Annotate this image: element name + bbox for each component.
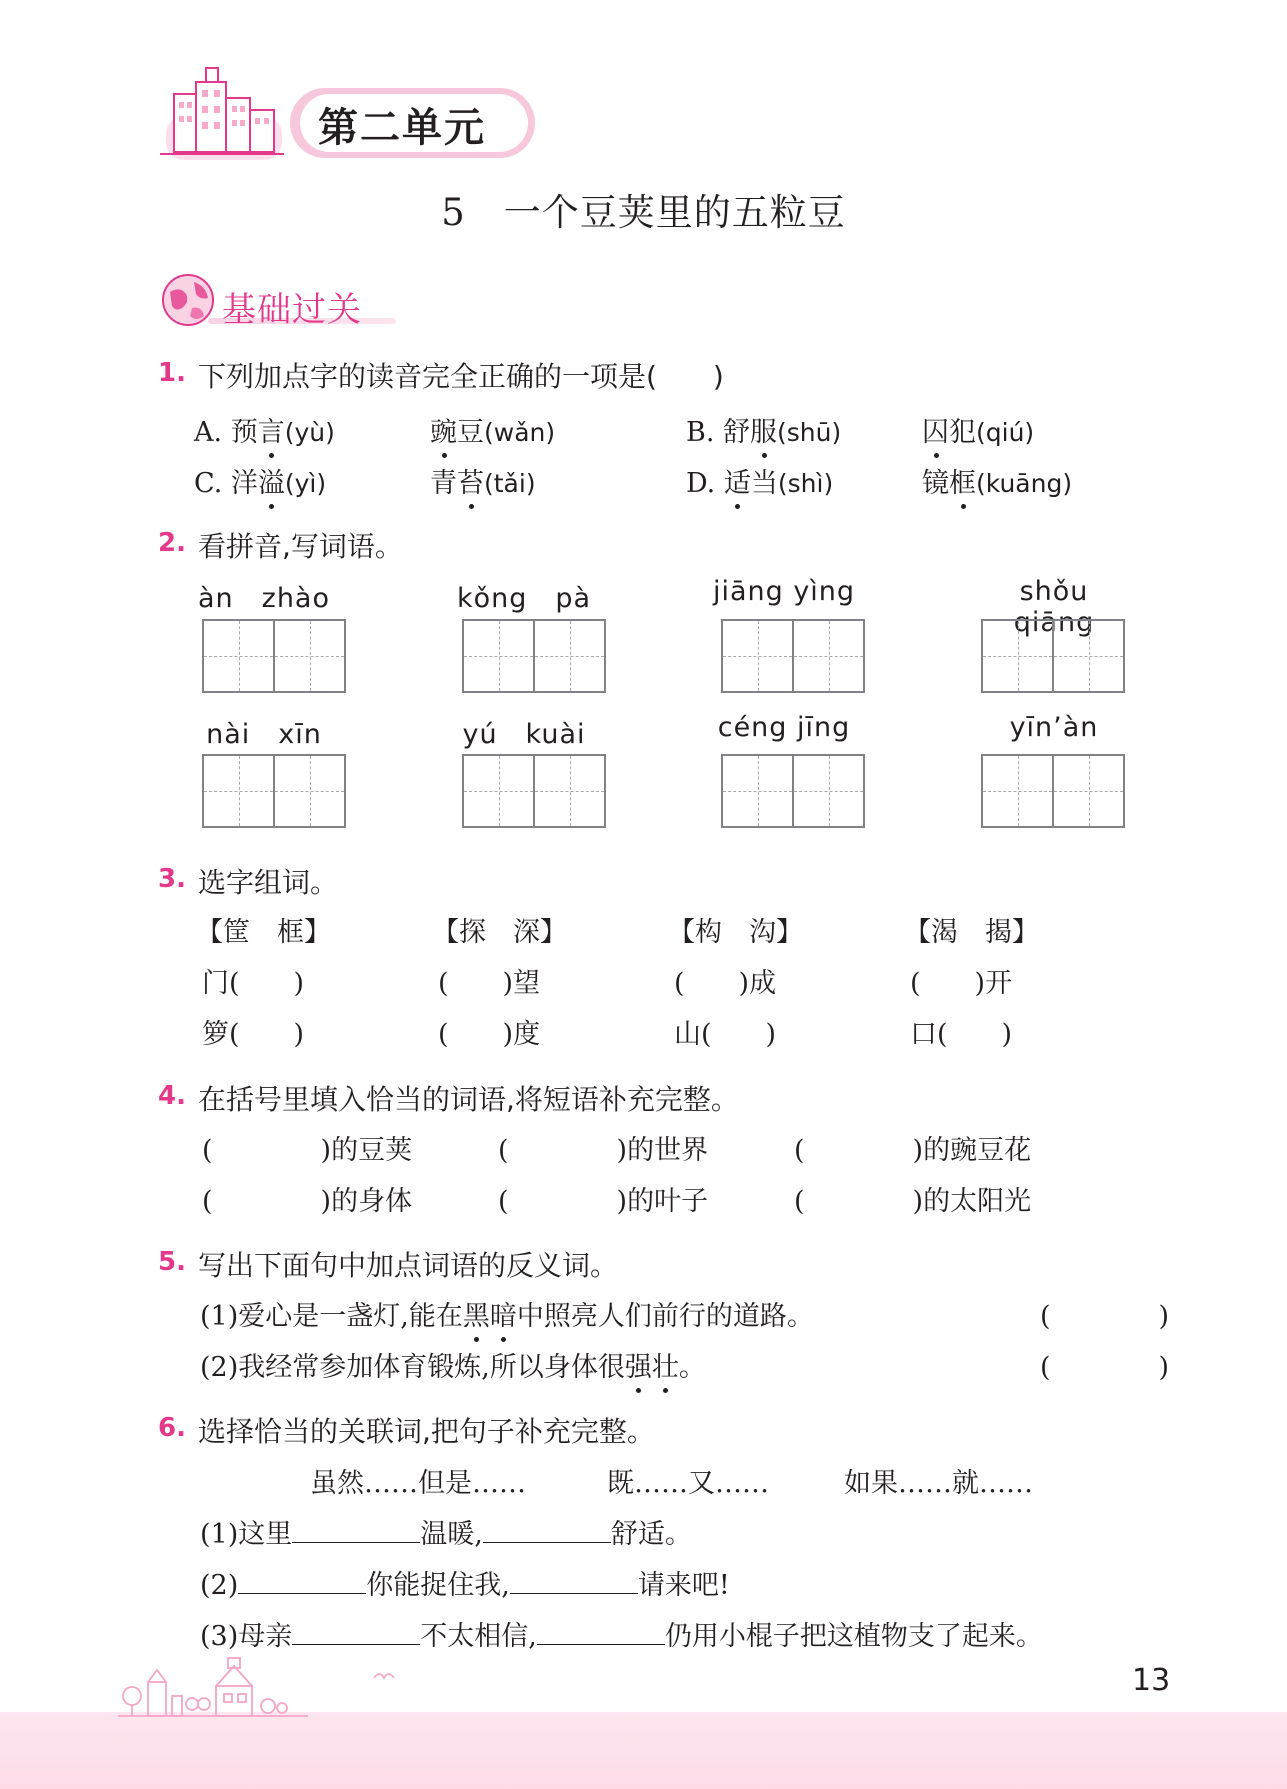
q6-choice: 如果……就…… — [844, 1468, 1033, 1499]
q1-option-a-word2: 豌豆(wǎn) — [430, 410, 555, 449]
q2-number: 2. — [158, 528, 186, 558]
q5-number: 5. — [158, 1247, 186, 1277]
pinyin-label: nài xīn — [206, 719, 322, 750]
writing-grid[interactable] — [202, 754, 346, 828]
q4-text: 在括号里填入恰当的词语,将短语补充完整。 — [198, 1083, 739, 1116]
footer-band — [0, 1712, 1287, 1789]
q1-text: 下列加点字的读音完全正确的一项是( ) — [198, 360, 724, 393]
q1-option-b-word2: 囚犯(qiú) — [922, 410, 1034, 449]
town-illustration-icon — [118, 1652, 308, 1718]
q6-sentence-2: (2) 你能捉住我, 请来吧! — [200, 1563, 730, 1602]
q6-text: 选择恰当的关联词,把句子补充完整。 — [198, 1415, 655, 1448]
q4-phrase[interactable]: ( )的叶子 — [498, 1186, 709, 1217]
writing-grid[interactable] — [721, 619, 865, 693]
q3-group-head: 【探 深】 — [432, 917, 567, 948]
fill-blank[interactable] — [238, 1567, 366, 1594]
pinyin-label: céng jīng — [717, 712, 851, 743]
writing-grid[interactable] — [721, 754, 865, 828]
q1-option-c[interactable]: C. 洋溢(yì) — [194, 461, 326, 500]
q3-blank[interactable]: ( )开 — [910, 968, 1013, 999]
building-illustration-icon — [150, 58, 290, 166]
page-number: 13 — [1132, 1663, 1171, 1698]
q1-option-a[interactable]: A. 预言(yù) — [194, 410, 335, 449]
pinyin-label: àn zhào — [197, 583, 330, 614]
writing-grid[interactable] — [981, 754, 1125, 828]
q1-option-c-word2: 青苔(tǎi) — [430, 461, 536, 500]
q1-option-d-word2: 镜框(kuāng) — [922, 461, 1072, 500]
q1-number: 1. — [158, 358, 186, 388]
fill-blank[interactable] — [510, 1567, 638, 1594]
q4-phrase[interactable]: ( )的世界 — [498, 1135, 709, 1166]
q1-option-b[interactable]: B. 舒服(shū) — [686, 410, 841, 449]
lesson-title: 5 一个豆荚里的五粒豆 — [441, 191, 846, 234]
fill-blank[interactable] — [483, 1516, 611, 1543]
writing-grid[interactable] — [462, 754, 606, 828]
q5-sentence-2: (2)我经常参加体育锻炼,所以身体很强壮。 — [200, 1345, 706, 1384]
q5-text: 写出下面句中加点词语的反义词。 — [198, 1249, 619, 1282]
q3-text: 选字组词。 — [198, 866, 339, 899]
fill-blank[interactable] — [292, 1618, 420, 1645]
q3-blank[interactable]: ( )成 — [674, 968, 777, 999]
q2-text: 看拼音,写词语。 — [198, 530, 403, 563]
writing-grid[interactable] — [462, 619, 606, 693]
q3-group-head: 【筐 框】 — [196, 917, 331, 948]
section-title: 基础过关 — [222, 290, 362, 330]
writing-grid[interactable] — [202, 619, 346, 693]
q5-sentence-1: (1)爱心是一盏灯,能在黑暗中照亮人们前行的道路。 — [200, 1294, 814, 1333]
unit-title: 第二单元 — [318, 105, 486, 151]
q4-phrase[interactable]: ( )的豌豆花 — [794, 1135, 1032, 1166]
q3-blank[interactable]: ( )度 — [438, 1019, 541, 1050]
q3-group-head: 【渴 揭】 — [904, 917, 1039, 948]
q6-number: 6. — [158, 1413, 186, 1443]
pinyin-label: kǒng pà — [456, 583, 592, 614]
q5-answer-2[interactable]: ( ) — [1040, 1352, 1170, 1383]
q3-group-head: 【构 沟】 — [668, 917, 803, 948]
pinyin-label: jiāng yìng — [712, 576, 856, 607]
pinyin-label: yīn’àn — [1009, 712, 1099, 743]
q3-blank[interactable]: 箩( ) — [202, 1019, 305, 1050]
fill-blank[interactable] — [537, 1618, 665, 1645]
writing-grid[interactable] — [981, 619, 1125, 693]
pinyin-label: shǒu qiāng — [1013, 576, 1095, 638]
q4-number: 4. — [158, 1081, 186, 1111]
q6-sentence-3: (3)母亲 不太相信, 仍用小棍子把这植物支了起来。 — [200, 1614, 1043, 1653]
fill-blank[interactable] — [292, 1516, 420, 1543]
q3-blank[interactable]: 口( ) — [910, 1019, 1013, 1050]
q6-choice: 既……又…… — [607, 1468, 769, 1499]
q3-blank[interactable]: ( )望 — [438, 968, 541, 999]
bird-icon — [372, 1668, 396, 1686]
q5-answer-1[interactable]: ( ) — [1040, 1301, 1170, 1332]
q3-number: 3. — [158, 864, 186, 894]
q1-option-d[interactable]: D. 适当(shì) — [686, 461, 833, 500]
q6-choice: 虽然……但是…… — [310, 1468, 526, 1499]
q4-phrase[interactable]: ( )的太阳光 — [794, 1186, 1032, 1217]
q3-blank[interactable]: 门( ) — [202, 968, 305, 999]
q6-sentence-1: (1)这里 温暖, 舒适。 — [200, 1512, 692, 1551]
q4-phrase[interactable]: ( )的豆荚 — [202, 1135, 413, 1166]
pinyin-label: yú kuài — [462, 719, 586, 750]
q3-blank[interactable]: 山( ) — [674, 1019, 777, 1050]
q4-phrase[interactable]: ( )的身体 — [202, 1186, 413, 1217]
